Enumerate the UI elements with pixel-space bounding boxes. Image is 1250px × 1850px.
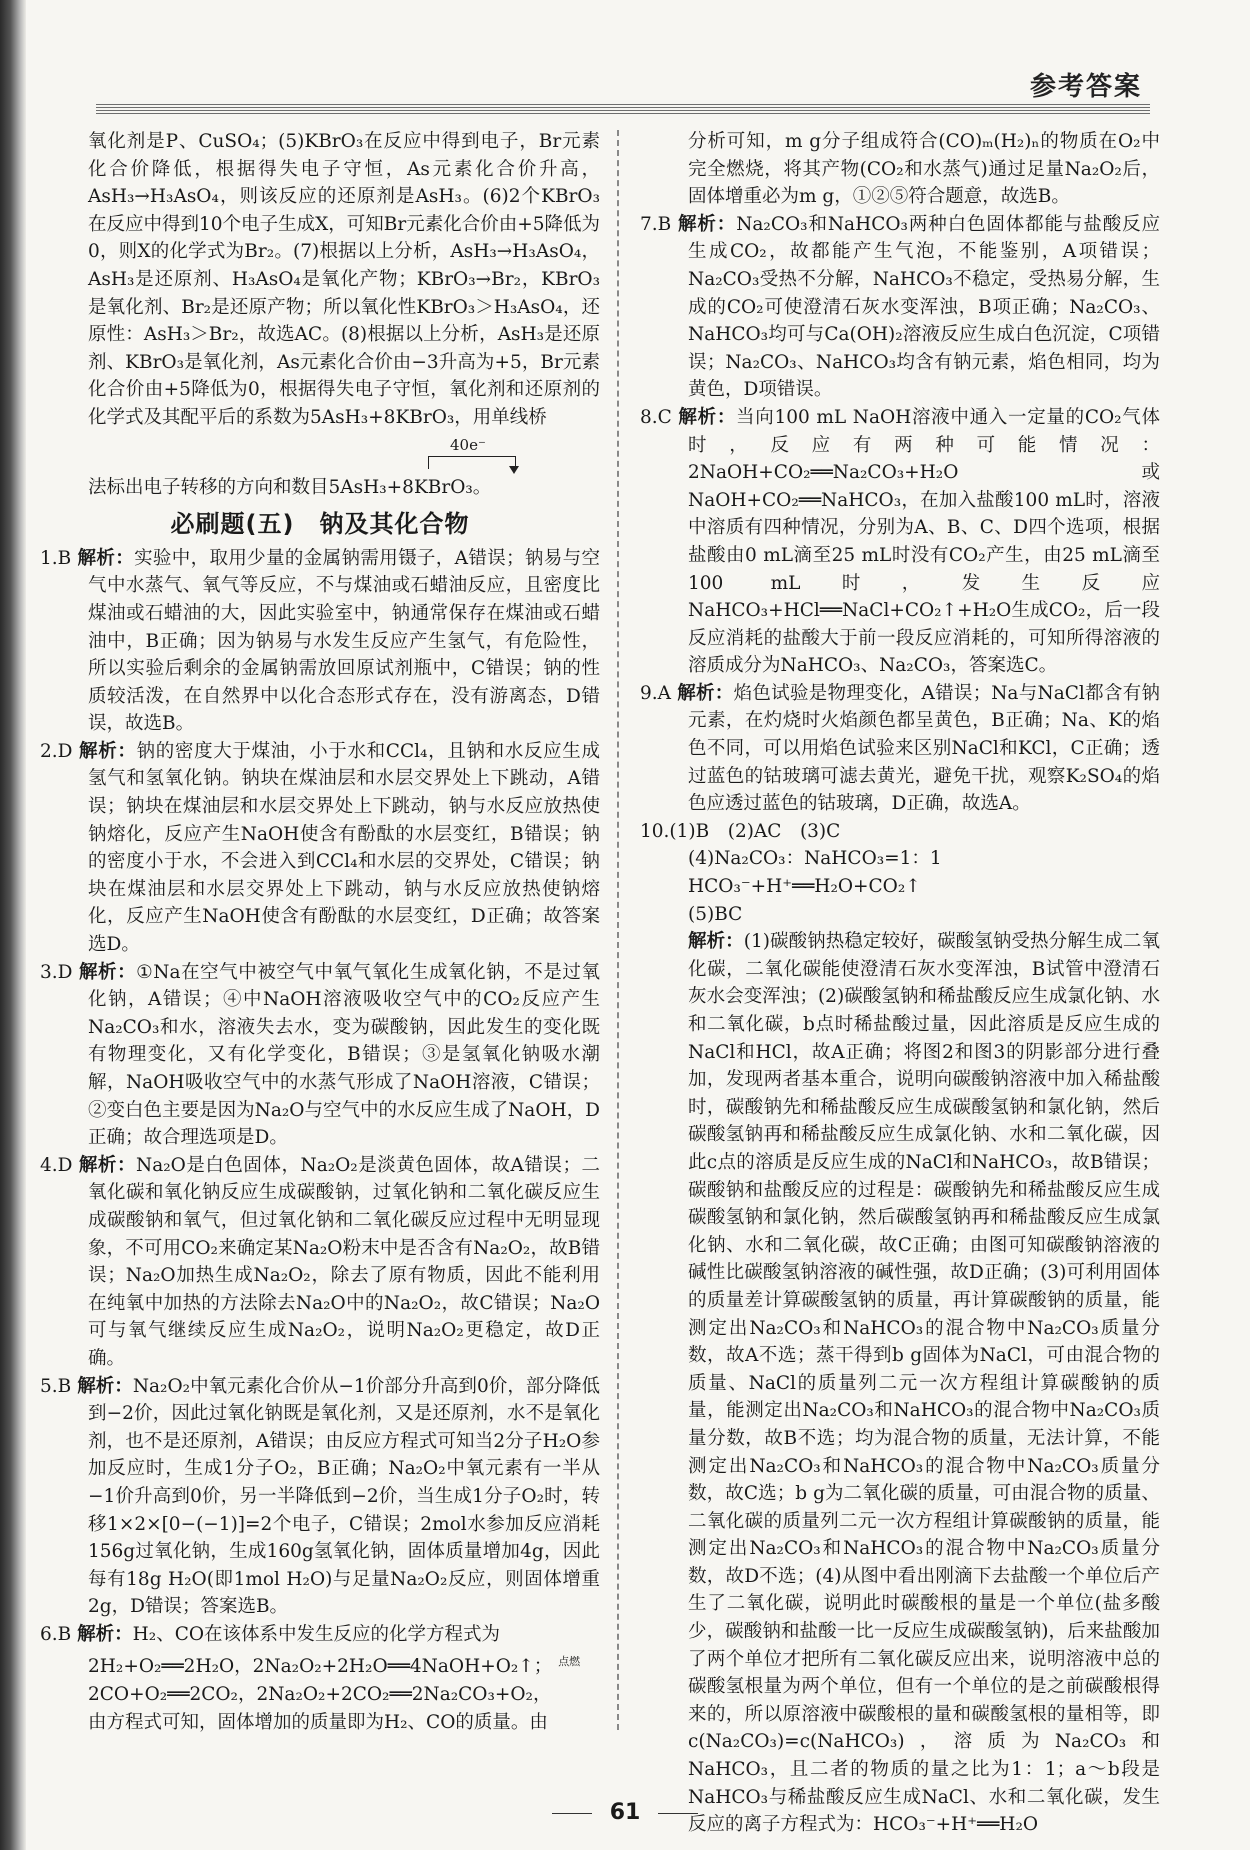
answer-item-3: 3.D 解析：①Na在空气中被空气中氧气氧化生成氧化钠，不是过氧化钠，A错误；④中NaOH溶液吸收空气中的CO₂反应产生Na₂CO₃和水，溶液失去水，变为碳酸钠，因此发生的变化既有物理变化，又有化学变化，B错误；③是氢氧化钠吸水潮解，NaOH吸收空气中的水蒸气形成了NaOH溶液，C错误；②变白色主要是因为Na₂O与空气中的水反应生成了NaOH，D正确；故合理选项是D。	[40, 961, 600, 1149]
arrow-down-icon	[509, 466, 519, 474]
continuation-paragraph-right: 分析可知，m g分子组成符合(CO)ₘ(H₂)ₙ的物质在O₂中完全燃烧，将其产物(CO₂和水蒸气)通过足量Na₂O₂后，固体增重必为m g，①②⑤符合题意，故选B。	[688, 131, 1160, 208]
equation-tail: 由方程式可知，固体增加的质量即为H₂、CO的质量。由	[88, 1711, 548, 1733]
column-divider	[617, 130, 619, 1730]
answer-item-1: 1.B 解析：实验中，取用少量的金属钠需用镊子，A错误；钠易与空气中水蒸气、氧气等反应，不与煤油或石蜡油反应，且密度比煤油或石蜡油的大，因此实验室中，钠通常保存在煤油或石蜡油中，B正确；因为钠易与水发生反应产生氢气，有危险性，所以实验后剩余的金属钠需放回原试剂瓶中，C错误；钠的性质较活泼，在自然界中以化合态形式存在，没有游离态，D错误，故选B。	[40, 547, 600, 735]
answer-item-8: 8.C 解析：当向100 mL NaOH溶液中通入一定量的CO₂气体时，反应有两种可能情况：2NaOH+CO₂══Na₂CO₃+H₂O或NaOH+CO₂══NaHCO₃，在加入盐酸100 mL时，溶液中溶质有四种情况，分别为A、B、C、D四个选项，根据盐酸由0 mL滴至25 mL时没有CO₂产生，由25 mL滴至100 mL时，发生反应NaHCO₃+HCl══NaCl+CO₂↑+H₂O生成CO₂，后一段反应消耗的盐酸大于前一段反应消耗的，可知所得溶液的溶质成分为NaHCO₃、Na₂CO₃，答案选C。	[640, 406, 1160, 677]
bridge-sentence: 法标出电子转移的方向和数目5AsH₃+8KBrO₃。	[88, 476, 492, 498]
answer-item-2: 2.D 解析：钠的密度大于煤油，小于水和CCl₄，且钠和水反应生成氢气和氢氧化钠。钠块在煤油层和水层交界处上下跳动，A错误；钠块在煤油层和水层交界处上下跳动，钠与水反应放热使钠熔化，反应产生NaOH使含有酚酞的水层变红，B错误；钠的密度小于水，不会进入到CCl₄和水层的交界处，C错误；钠块在煤油层和水层交界处上下跳动，钠与水反应放热使钠熔化，反应产生NaOH使含有酚酞的水层变红，D正确；故答案选D。	[40, 740, 600, 956]
equation-line-1: 2H₂+O₂══2H₂O，2Na₂O₂+2H₂O══4NaOH+O₂↑； $^{点燃}$	[88, 1655, 581, 1678]
page-number-dash-right	[658, 1813, 698, 1814]
book-spine	[0, 0, 26, 1850]
electron-transfer-bridge	[420, 432, 540, 474]
header-rule	[96, 104, 1150, 114]
answer-item-4: 4.D 解析：Na₂O是白色固体，Na₂O₂是淡黄色固体，故A错误；二氧化碳和氧化钠反应生成碳酸钠，过氧化钠和二氧化碳反应生成碳酸钠和氧气，但过氧化钠和二氧化碳反应过程中无明显现象，不可用CO₂来确定某Na₂O粉末中是否含有Na₂O₂，故B错误；Na₂O加热生成Na₂O₂，除去了原有物质，因此不能利用在纯氧中加热的方法除去Na₂O中的Na₂O₂，故C错误；Na₂O可与氧气继续反应生成Na₂O₂，说明Na₂O₂更稳定，故D正确。	[40, 1154, 600, 1369]
page-number-dash-left	[552, 1813, 592, 1814]
answer-item-10: 10.(1)B (2)AC (3)C	[640, 820, 841, 842]
answer-item-5: 5.B 解析：Na₂O₂中氧元素化合价从−1价部分升高到0价，部分降低到−2价，因此过氧化钠既是氧化剂，又是还原剂，水不是氧化剂，也不是还原剂，A错误；由反应方程式可知当2分子H₂O参加反应时，生成1分子O₂，B正确；Na₂O₂中氧元素有一半从−1价升高到0价，另一半降低到−2价，当生成1分子O₂时，转移1×2×[0−(−1)]=2个电子，C错误；2mol水参加反应消耗156g过氧化钠，生成160g氢氧化钠，固体质量增加4g，因此每有18g H₂O(即1mol H₂O)与足量Na₂O₂反应，则固体增重2g，D错误；答案选B。	[40, 1375, 600, 1618]
left-column	[40, 128, 600, 1736]
answer-10-equation: HCO₃⁻+H⁺══H₂O+CO₂↑	[688, 876, 921, 898]
electron-count-label: 40e⁻	[450, 435, 486, 454]
answer-10-part-4: (4)Na₂CO₃：NaHCO₃=1：1	[688, 848, 942, 870]
section-title: 必刷题(五) 钠及其化合物	[170, 510, 470, 539]
continuation-paragraph: 氧化剂是P、CuSO₄；(5)KBrO₃在反应中得到电子，Br元素化合价降低，根据得失电子守恒，As元素化合价升高，AsH₃→H₃AsO₄，则该反应的还原剂是AsH₃。(6)2个KBrO₃在反应中得到10个电子生成X，可知Br元素化合价由+5降低为0，则X的化学式为Br₂。(7)根据以上分析，AsH₃→H₃AsO₄，AsH₃是还原剂、H₃AsO₄是氧化产物；KBrO₃→Br₂，KBrO₃是氧化剂、Br₂是还原产物；所以氧化性KBrO₃＞H₃AsO₄，还原性：AsH₃＞Br₂，故选AC。(8)根据以上分析，AsH₃是还原剂、KBrO₃是氧化剂，As元素化合价由−3升高为+5，Br元素化合价由+5降低为0，根据得失电子守恒，氧化剂和还原剂的化学式及其配平后的系数为5AsH₃+8KBrO₃，用单线桥	[88, 131, 600, 428]
answer-item-9: 9.A 解析：焰色试验是物理变化，A错误；Na与NaCl都含有钠元素，在灼烧时火焰颜色都呈黄色，B正确；Na、K的焰色不同，可以用焰色试验来区别NaCl和KCl，C正确；透过蓝色的钴玻璃可滤去黄光，避免干扰，观察K₂SO₄的焰色应透过蓝色的钴玻璃，D正确，故选A。	[640, 682, 1160, 815]
answer-item-6: 6.B 解析：H₂、CO在该体系中发生反应的化学方程式为	[40, 1623, 501, 1645]
answer-item-7: 7.B 解析：Na₂CO₃和NaHCO₃两种白色固体都能与盐酸反应生成CO₂，故都能产生气泡，不能鉴别，A项错误；Na₂CO₃受热不分解，NaHCO₃不稳定，受热易分解，生成的CO₂可使澄清石灰水变浑浊，B项正确；Na₂CO₃、NaHCO₃均可与Ca(OH)₂溶液反应生成白色沉淀，C项错误；Na₂CO₃、NaHCO₃均含有钠元素，焰色相同，均为黄色，D项错误。	[640, 213, 1160, 401]
answer-10-explanation: 解析：(1)碳酸钠热稳定较好，碳酸氢钠受热分解生成二氧化碳，二氧化碳能使澄清石灰水变浑浊，B试管中澄清石灰水会变浑浊；(2)碳酸氢钠和稀盐酸反应生成氯化钠、水和二氧化碳，b点时稀盐酸过量，因此溶质是反应生成的NaCl和HCl，故A正确；将图2和图3的阴影部分进行叠加，发现两者基本重合，说明向碳酸钠溶液中加入稀盐酸时，碳酸钠先和稀盐酸反应生成碳酸氢钠和氯化钠，然后碳酸氢钠再和稀盐酸反应生成氯化钠、水和二氧化碳，因此c点的溶质是反应生成的NaCl和NaHCO₃，故B错误；碳酸钠和盐酸反应的过程是：碳酸钠先和稀盐酸反应生成碳酸氢钠和氯化钠，然后碳酸氢钠再和稀盐酸反应生成氯化钠、水和二氧化碳，故C正确；由图可知碳酸钠溶液的碱性比碳酸氢钠溶液的碱性强，故D正确；(3)可利用固体的质量差计算碳酸氢钠的质量，再计算碳酸钠的质量，能测定出Na₂CO₃和NaHCO₃的混合物中Na₂CO₃质量分数，故A不选；蒸干得到b g固体为NaCl，可由混合物的质量、NaCl的质量列二元一次方程组计算碳酸钠的质量，能测定出Na₂CO₃和NaHCO₃的混合物中Na₂CO₃质量分数，故B不选；均为混合物的质量，无法计算，不能测定出Na₂CO₃和NaHCO₃的混合物中Na₂CO₃质量分数，故C选；b g为二氧化碳的质量，可由混合物的质量、二氧化碳的质量列二元一次方程组计算碳酸钠的质量，能测定出Na₂CO₃和NaHCO₃的混合物中Na₂CO₃质量分数，故D不选；(4)从图中看出刚滴下去盐酸一个单位后产生了二氧化碳，说明此时碳酸根的量是一个单位(盐多酸少，碳酸钠和盐酸一比一反应生成碳酸氢钠)，后来盐酸加了两个单位才把所有二氧化碳反应出来，说明溶液中总的碳酸氢根量为两个单位，但有一个单位的是之前碳酸根得来的，所以原溶液中碳酸根的量和碳酸氢根的量相等，即c(Na₂CO₃)=c(NaHCO₃)，溶质为Na₂CO₃和NaHCO₃，且二者的物质的量之比为1：1；a～b段是NaHCO₃与稀盐酸反应生成NaCl、水和二氧化碳，发生反应的离子方程式为：HCO₃⁻+H⁺══H₂O	[688, 931, 1160, 1836]
answer-10-part-5: (5)BC	[688, 903, 743, 925]
equation-line-2: 2CO+O₂══2CO₂，2Na₂O₂+2CO₂══2Na₂CO₃+O₂，	[88, 1684, 552, 1706]
bridge-line	[428, 456, 516, 469]
right-column	[640, 128, 1160, 1839]
page-number: 61	[0, 1800, 1250, 1825]
page-header-title: 参考答案	[1029, 72, 1142, 102]
